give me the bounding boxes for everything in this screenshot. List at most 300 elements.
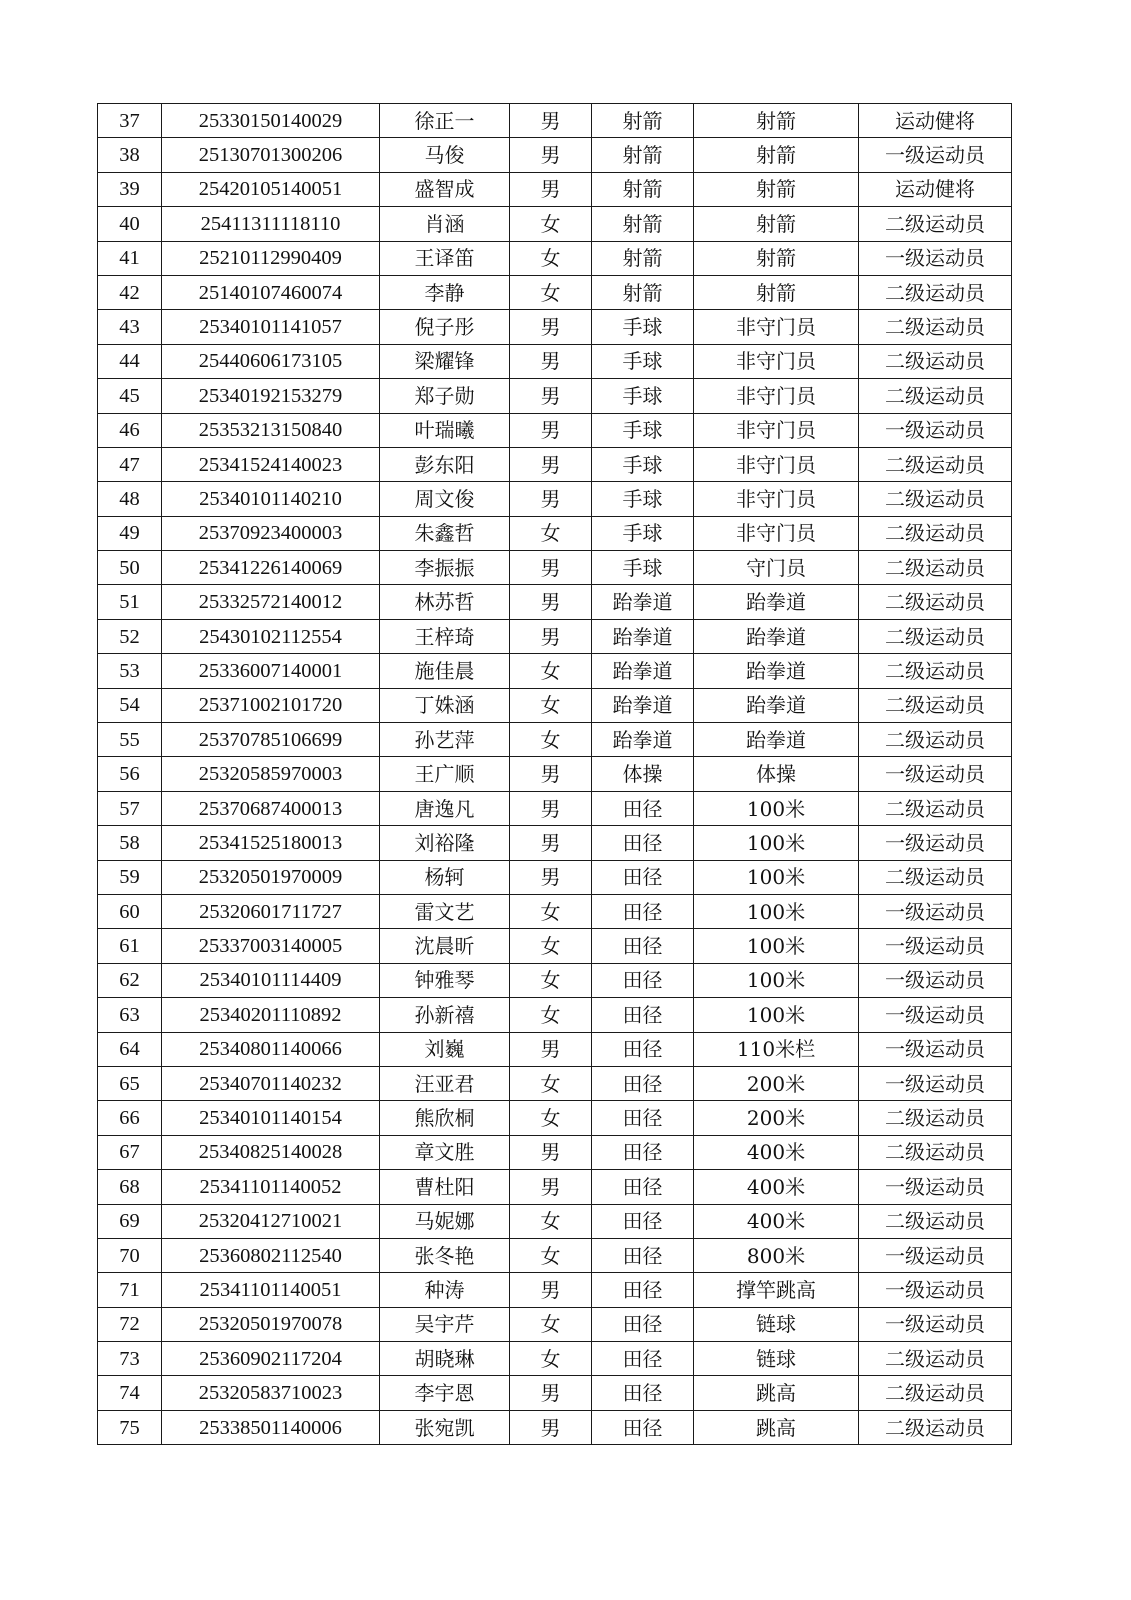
gender-cell: 女 bbox=[510, 275, 592, 309]
row-number-cell: 48 bbox=[98, 482, 162, 516]
table-row bbox=[98, 1101, 1012, 1135]
table-row bbox=[98, 1307, 1012, 1341]
athlete-name-cell: 孙艺萍 bbox=[380, 723, 510, 757]
candidate-id-cell: 25340201110892 bbox=[162, 998, 380, 1032]
row-number-cell: 51 bbox=[98, 585, 162, 619]
athlete-grade-cell: 二级运动员 bbox=[859, 688, 1012, 722]
table-row bbox=[98, 1135, 1012, 1169]
gender-cell: 女 bbox=[510, 688, 592, 722]
event-cell: 射箭 bbox=[694, 138, 859, 172]
table-row bbox=[98, 516, 1012, 550]
row-number-cell: 73 bbox=[98, 1342, 162, 1376]
row-number-cell: 69 bbox=[98, 1204, 162, 1238]
athlete-name-cell: 朱鑫哲 bbox=[380, 516, 510, 550]
event-cell: 跆拳道 bbox=[694, 654, 859, 688]
row-number-cell: 59 bbox=[98, 860, 162, 894]
athlete-grade-cell: 二级运动员 bbox=[859, 1376, 1012, 1410]
event-cell: 撑竿跳高 bbox=[694, 1273, 859, 1307]
athlete-grade-cell: 一级运动员 bbox=[859, 1273, 1012, 1307]
candidate-id-cell: 25320601711727 bbox=[162, 894, 380, 928]
table-row bbox=[98, 963, 1012, 997]
gender-cell: 女 bbox=[510, 894, 592, 928]
table-row bbox=[98, 826, 1012, 860]
candidate-id-cell: 25371002101720 bbox=[162, 688, 380, 722]
gender-cell: 女 bbox=[510, 516, 592, 550]
candidate-id-cell: 25320583710023 bbox=[162, 1376, 380, 1410]
event-cell: 100米 bbox=[694, 860, 859, 894]
event-cell: 非守门员 bbox=[694, 310, 859, 344]
gender-cell: 男 bbox=[510, 482, 592, 516]
sport-cell: 射箭 bbox=[592, 172, 694, 206]
row-number-cell: 45 bbox=[98, 379, 162, 413]
athlete-grade-cell: 一级运动员 bbox=[859, 826, 1012, 860]
table-row bbox=[98, 1376, 1012, 1410]
athlete-grade-cell: 二级运动员 bbox=[859, 275, 1012, 309]
candidate-id-cell: 25420105140051 bbox=[162, 172, 380, 206]
row-number-cell: 47 bbox=[98, 447, 162, 481]
athlete-name-cell: 郑子勋 bbox=[380, 379, 510, 413]
athlete-name-cell: 刘裕隆 bbox=[380, 826, 510, 860]
athlete-grade-cell: 运动健将 bbox=[859, 172, 1012, 206]
sport-cell: 射箭 bbox=[592, 207, 694, 241]
event-cell: 射箭 bbox=[694, 172, 859, 206]
athlete-name-cell: 王梓琦 bbox=[380, 619, 510, 653]
sport-cell: 田径 bbox=[592, 1342, 694, 1376]
candidate-id-cell: 25340701140232 bbox=[162, 1066, 380, 1100]
event-cell: 非守门员 bbox=[694, 482, 859, 516]
athlete-name-cell: 肖涵 bbox=[380, 207, 510, 241]
athlete-grade-cell: 二级运动员 bbox=[859, 860, 1012, 894]
gender-cell: 男 bbox=[510, 1135, 592, 1169]
candidate-id-cell: 25340192153279 bbox=[162, 379, 380, 413]
roster-body bbox=[98, 104, 1012, 1445]
sport-cell: 田径 bbox=[592, 1238, 694, 1272]
athlete-grade-cell: 二级运动员 bbox=[859, 654, 1012, 688]
candidate-id-cell: 25130701300206 bbox=[162, 138, 380, 172]
athlete-name-cell: 李宇恩 bbox=[380, 1376, 510, 1410]
athlete-name-cell: 彭东阳 bbox=[380, 447, 510, 481]
gender-cell: 女 bbox=[510, 929, 592, 963]
gender-cell: 女 bbox=[510, 1342, 592, 1376]
event-cell: 400米 bbox=[694, 1135, 859, 1169]
sport-cell: 跆拳道 bbox=[592, 585, 694, 619]
athlete-grade-cell: 一级运动员 bbox=[859, 1170, 1012, 1204]
athlete-name-cell: 李振振 bbox=[380, 551, 510, 585]
gender-cell: 女 bbox=[510, 1238, 592, 1272]
event-cell: 非守门员 bbox=[694, 379, 859, 413]
athlete-name-cell: 刘巍 bbox=[380, 1032, 510, 1066]
table-row bbox=[98, 344, 1012, 378]
event-cell: 射箭 bbox=[694, 241, 859, 275]
gender-cell: 男 bbox=[510, 413, 592, 447]
sport-cell: 手球 bbox=[592, 482, 694, 516]
athlete-name-cell: 丁姝涵 bbox=[380, 688, 510, 722]
row-number-cell: 60 bbox=[98, 894, 162, 928]
row-number-cell: 63 bbox=[98, 998, 162, 1032]
athlete-name-cell: 徐正一 bbox=[380, 104, 510, 138]
row-number-cell: 50 bbox=[98, 551, 162, 585]
candidate-id-cell: 25320501970009 bbox=[162, 860, 380, 894]
athlete-name-cell: 钟雅琴 bbox=[380, 963, 510, 997]
sport-cell: 田径 bbox=[592, 1273, 694, 1307]
gender-cell: 男 bbox=[510, 310, 592, 344]
row-number-cell: 53 bbox=[98, 654, 162, 688]
event-cell: 非守门员 bbox=[694, 516, 859, 550]
event-cell: 800米 bbox=[694, 1238, 859, 1272]
table-row bbox=[98, 138, 1012, 172]
event-cell: 100米 bbox=[694, 929, 859, 963]
athlete-grade-cell: 二级运动员 bbox=[859, 791, 1012, 825]
candidate-id-cell: 25340825140028 bbox=[162, 1135, 380, 1169]
athlete-grade-cell: 运动健将 bbox=[859, 104, 1012, 138]
candidate-id-cell: 25411311118110 bbox=[162, 207, 380, 241]
athlete-grade-cell: 一级运动员 bbox=[859, 757, 1012, 791]
table-row bbox=[98, 791, 1012, 825]
candidate-id-cell: 25341524140023 bbox=[162, 447, 380, 481]
athlete-grade-cell: 一级运动员 bbox=[859, 894, 1012, 928]
row-number-cell: 42 bbox=[98, 275, 162, 309]
athlete-grade-cell: 二级运动员 bbox=[859, 723, 1012, 757]
athlete-name-cell: 李静 bbox=[380, 275, 510, 309]
athlete-grade-cell: 二级运动员 bbox=[859, 1410, 1012, 1444]
row-number-cell: 58 bbox=[98, 826, 162, 860]
athlete-name-cell: 叶瑞曦 bbox=[380, 413, 510, 447]
sport-cell: 田径 bbox=[592, 963, 694, 997]
sport-cell: 手球 bbox=[592, 379, 694, 413]
table-row bbox=[98, 207, 1012, 241]
athlete-name-cell: 盛智成 bbox=[380, 172, 510, 206]
table-row bbox=[98, 1204, 1012, 1238]
table-row bbox=[98, 413, 1012, 447]
athlete-name-cell: 梁耀锋 bbox=[380, 344, 510, 378]
gender-cell: 男 bbox=[510, 104, 592, 138]
gender-cell: 男 bbox=[510, 1273, 592, 1307]
athlete-name-cell: 汪亚君 bbox=[380, 1066, 510, 1100]
gender-cell: 男 bbox=[510, 791, 592, 825]
row-number-cell: 71 bbox=[98, 1273, 162, 1307]
event-cell: 110米栏 bbox=[694, 1032, 859, 1066]
athlete-name-cell: 林苏哲 bbox=[380, 585, 510, 619]
candidate-id-cell: 25370687400013 bbox=[162, 791, 380, 825]
table-row bbox=[98, 379, 1012, 413]
gender-cell: 女 bbox=[510, 241, 592, 275]
event-cell: 跳高 bbox=[694, 1376, 859, 1410]
candidate-id-cell: 25336007140001 bbox=[162, 654, 380, 688]
table-row bbox=[98, 1066, 1012, 1100]
candidate-id-cell: 25341101140051 bbox=[162, 1273, 380, 1307]
gender-cell: 男 bbox=[510, 757, 592, 791]
candidate-id-cell: 25370923400003 bbox=[162, 516, 380, 550]
gender-cell: 女 bbox=[510, 723, 592, 757]
table-row bbox=[98, 275, 1012, 309]
event-cell: 链球 bbox=[694, 1342, 859, 1376]
event-cell: 跳高 bbox=[694, 1410, 859, 1444]
sport-cell: 体操 bbox=[592, 757, 694, 791]
sport-cell: 田径 bbox=[592, 1066, 694, 1100]
gender-cell: 男 bbox=[510, 585, 592, 619]
sport-cell: 田径 bbox=[592, 1170, 694, 1204]
athlete-name-cell: 吴宇芹 bbox=[380, 1307, 510, 1341]
event-cell: 射箭 bbox=[694, 275, 859, 309]
gender-cell: 男 bbox=[510, 379, 592, 413]
row-number-cell: 54 bbox=[98, 688, 162, 722]
gender-cell: 女 bbox=[510, 1101, 592, 1135]
athlete-grade-cell: 二级运动员 bbox=[859, 1135, 1012, 1169]
table-row bbox=[98, 585, 1012, 619]
row-number-cell: 74 bbox=[98, 1376, 162, 1410]
sport-cell: 田径 bbox=[592, 998, 694, 1032]
candidate-id-cell: 25353213150840 bbox=[162, 413, 380, 447]
athlete-name-cell: 马妮娜 bbox=[380, 1204, 510, 1238]
candidate-id-cell: 25340101140154 bbox=[162, 1101, 380, 1135]
candidate-id-cell: 25337003140005 bbox=[162, 929, 380, 963]
event-cell: 非守门员 bbox=[694, 344, 859, 378]
table-row bbox=[98, 482, 1012, 516]
event-cell: 射箭 bbox=[694, 104, 859, 138]
gender-cell: 男 bbox=[510, 826, 592, 860]
sport-cell: 田径 bbox=[592, 1410, 694, 1444]
row-number-cell: 52 bbox=[98, 619, 162, 653]
gender-cell: 女 bbox=[510, 998, 592, 1032]
candidate-id-cell: 25320585970003 bbox=[162, 757, 380, 791]
table-row bbox=[98, 310, 1012, 344]
athlete-grade-cell: 一级运动员 bbox=[859, 138, 1012, 172]
sport-cell: 田径 bbox=[592, 1307, 694, 1341]
table-row bbox=[98, 894, 1012, 928]
candidate-id-cell: 25320412710021 bbox=[162, 1204, 380, 1238]
sport-cell: 跆拳道 bbox=[592, 688, 694, 722]
table-row bbox=[98, 1238, 1012, 1272]
athlete-grade-cell: 二级运动员 bbox=[859, 1342, 1012, 1376]
table-row bbox=[98, 860, 1012, 894]
candidate-id-cell: 25330150140029 bbox=[162, 104, 380, 138]
candidate-id-cell: 25320501970078 bbox=[162, 1307, 380, 1341]
athlete-grade-cell: 二级运动员 bbox=[859, 344, 1012, 378]
row-number-cell: 44 bbox=[98, 344, 162, 378]
event-cell: 100米 bbox=[694, 963, 859, 997]
candidate-id-cell: 25370785106699 bbox=[162, 723, 380, 757]
sport-cell: 射箭 bbox=[592, 138, 694, 172]
event-cell: 跆拳道 bbox=[694, 688, 859, 722]
table-row bbox=[98, 1032, 1012, 1066]
table-row bbox=[98, 723, 1012, 757]
athlete-grade-cell: 二级运动员 bbox=[859, 310, 1012, 344]
row-number-cell: 57 bbox=[98, 791, 162, 825]
athlete-grade-cell: 二级运动员 bbox=[859, 1101, 1012, 1135]
athlete-grade-cell: 二级运动员 bbox=[859, 379, 1012, 413]
athlete-grade-cell: 二级运动员 bbox=[859, 482, 1012, 516]
athlete-grade-cell: 一级运动员 bbox=[859, 929, 1012, 963]
athlete-name-cell: 雷文艺 bbox=[380, 894, 510, 928]
athlete-grade-cell: 一级运动员 bbox=[859, 1307, 1012, 1341]
candidate-id-cell: 25340101114409 bbox=[162, 963, 380, 997]
sport-cell: 田径 bbox=[592, 1032, 694, 1066]
athlete-grade-cell: 一级运动员 bbox=[859, 1238, 1012, 1272]
row-number-cell: 55 bbox=[98, 723, 162, 757]
event-cell: 100米 bbox=[694, 791, 859, 825]
athlete-name-cell: 沈晨昕 bbox=[380, 929, 510, 963]
event-cell: 守门员 bbox=[694, 551, 859, 585]
sport-cell: 田径 bbox=[592, 929, 694, 963]
row-number-cell: 39 bbox=[98, 172, 162, 206]
athlete-grade-cell: 一级运动员 bbox=[859, 413, 1012, 447]
gender-cell: 女 bbox=[510, 1204, 592, 1238]
row-number-cell: 64 bbox=[98, 1032, 162, 1066]
gender-cell: 男 bbox=[510, 344, 592, 378]
candidate-id-cell: 25340101141057 bbox=[162, 310, 380, 344]
athlete-grade-cell: 一级运动员 bbox=[859, 998, 1012, 1032]
row-number-cell: 43 bbox=[98, 310, 162, 344]
table-row bbox=[98, 1342, 1012, 1376]
sport-cell: 田径 bbox=[592, 1376, 694, 1410]
table-row bbox=[98, 447, 1012, 481]
sport-cell: 跆拳道 bbox=[592, 723, 694, 757]
gender-cell: 男 bbox=[510, 1032, 592, 1066]
athlete-grade-cell: 二级运动员 bbox=[859, 551, 1012, 585]
athlete-name-cell: 施佳晨 bbox=[380, 654, 510, 688]
row-number-cell: 66 bbox=[98, 1101, 162, 1135]
table-row bbox=[98, 1170, 1012, 1204]
athlete-name-cell: 种涛 bbox=[380, 1273, 510, 1307]
gender-cell: 女 bbox=[510, 1307, 592, 1341]
event-cell: 100米 bbox=[694, 826, 859, 860]
table-row bbox=[98, 929, 1012, 963]
athlete-name-cell: 王广顺 bbox=[380, 757, 510, 791]
gender-cell: 女 bbox=[510, 963, 592, 997]
candidate-id-cell: 25332572140012 bbox=[162, 585, 380, 619]
sport-cell: 田径 bbox=[592, 860, 694, 894]
event-cell: 链球 bbox=[694, 1307, 859, 1341]
event-cell: 非守门员 bbox=[694, 413, 859, 447]
athlete-name-cell: 周文俊 bbox=[380, 482, 510, 516]
row-number-cell: 68 bbox=[98, 1170, 162, 1204]
athlete-grade-cell: 一级运动员 bbox=[859, 1066, 1012, 1100]
athlete-name-cell: 王译笛 bbox=[380, 241, 510, 275]
table-row bbox=[98, 688, 1012, 722]
candidate-id-cell: 25340801140066 bbox=[162, 1032, 380, 1066]
row-number-cell: 72 bbox=[98, 1307, 162, 1341]
sport-cell: 射箭 bbox=[592, 241, 694, 275]
event-cell: 非守门员 bbox=[694, 447, 859, 481]
athlete-grade-cell: 二级运动员 bbox=[859, 585, 1012, 619]
athlete-grade-cell: 二级运动员 bbox=[859, 516, 1012, 550]
gender-cell: 女 bbox=[510, 1066, 592, 1100]
athlete-grade-cell: 一级运动员 bbox=[859, 1032, 1012, 1066]
row-number-cell: 49 bbox=[98, 516, 162, 550]
sport-cell: 手球 bbox=[592, 344, 694, 378]
candidate-id-cell: 25360802112540 bbox=[162, 1238, 380, 1272]
sport-cell: 田径 bbox=[592, 1135, 694, 1169]
candidate-id-cell: 25341226140069 bbox=[162, 551, 380, 585]
table-row bbox=[98, 757, 1012, 791]
athlete-name-cell: 张宛凯 bbox=[380, 1410, 510, 1444]
athlete-grade-cell: 一级运动员 bbox=[859, 241, 1012, 275]
sport-cell: 射箭 bbox=[592, 275, 694, 309]
athlete-name-cell: 熊欣桐 bbox=[380, 1101, 510, 1135]
sport-cell: 田径 bbox=[592, 894, 694, 928]
row-number-cell: 40 bbox=[98, 207, 162, 241]
candidate-id-cell: 25338501140006 bbox=[162, 1410, 380, 1444]
athlete-name-cell: 胡晓琳 bbox=[380, 1342, 510, 1376]
sport-cell: 田径 bbox=[592, 1101, 694, 1135]
row-number-cell: 70 bbox=[98, 1238, 162, 1272]
sport-cell: 田径 bbox=[592, 791, 694, 825]
event-cell: 400米 bbox=[694, 1204, 859, 1238]
sport-cell: 田径 bbox=[592, 1204, 694, 1238]
gender-cell: 男 bbox=[510, 1376, 592, 1410]
candidate-id-cell: 25340101140210 bbox=[162, 482, 380, 516]
table-row bbox=[98, 172, 1012, 206]
athlete-roster-table bbox=[97, 103, 1012, 1445]
gender-cell: 男 bbox=[510, 447, 592, 481]
candidate-id-cell: 25341525180013 bbox=[162, 826, 380, 860]
sport-cell: 手球 bbox=[592, 413, 694, 447]
gender-cell: 女 bbox=[510, 654, 592, 688]
row-number-cell: 62 bbox=[98, 963, 162, 997]
table-row bbox=[98, 619, 1012, 653]
gender-cell: 男 bbox=[510, 619, 592, 653]
athlete-grade-cell: 一级运动员 bbox=[859, 963, 1012, 997]
athlete-name-cell: 曹杜阳 bbox=[380, 1170, 510, 1204]
event-cell: 100米 bbox=[694, 894, 859, 928]
table-row bbox=[98, 1410, 1012, 1444]
event-cell: 射箭 bbox=[694, 207, 859, 241]
table-row bbox=[98, 241, 1012, 275]
athlete-name-cell: 张冬艳 bbox=[380, 1238, 510, 1272]
row-number-cell: 61 bbox=[98, 929, 162, 963]
athlete-grade-cell: 二级运动员 bbox=[859, 447, 1012, 481]
sport-cell: 跆拳道 bbox=[592, 619, 694, 653]
row-number-cell: 46 bbox=[98, 413, 162, 447]
sport-cell: 手球 bbox=[592, 516, 694, 550]
candidate-id-cell: 25341101140052 bbox=[162, 1170, 380, 1204]
athlete-name-cell: 马俊 bbox=[380, 138, 510, 172]
sport-cell: 射箭 bbox=[592, 104, 694, 138]
table-row bbox=[98, 654, 1012, 688]
gender-cell: 男 bbox=[510, 1170, 592, 1204]
athlete-name-cell: 杨轲 bbox=[380, 860, 510, 894]
athlete-name-cell: 孙新禧 bbox=[380, 998, 510, 1032]
athlete-grade-cell: 二级运动员 bbox=[859, 1204, 1012, 1238]
athlete-name-cell: 唐逸凡 bbox=[380, 791, 510, 825]
event-cell: 200米 bbox=[694, 1066, 859, 1100]
row-number-cell: 56 bbox=[98, 757, 162, 791]
event-cell: 100米 bbox=[694, 998, 859, 1032]
candidate-id-cell: 25430102112554 bbox=[162, 619, 380, 653]
table-row bbox=[98, 998, 1012, 1032]
table-row bbox=[98, 551, 1012, 585]
candidate-id-cell: 25140107460074 bbox=[162, 275, 380, 309]
sport-cell: 田径 bbox=[592, 826, 694, 860]
gender-cell: 男 bbox=[510, 1410, 592, 1444]
table-row bbox=[98, 104, 1012, 138]
sport-cell: 手球 bbox=[592, 447, 694, 481]
event-cell: 跆拳道 bbox=[694, 619, 859, 653]
event-cell: 体操 bbox=[694, 757, 859, 791]
candidate-id-cell: 25210112990409 bbox=[162, 241, 380, 275]
gender-cell: 男 bbox=[510, 860, 592, 894]
event-cell: 200米 bbox=[694, 1101, 859, 1135]
gender-cell: 男 bbox=[510, 172, 592, 206]
event-cell: 跆拳道 bbox=[694, 723, 859, 757]
row-number-cell: 41 bbox=[98, 241, 162, 275]
gender-cell: 男 bbox=[510, 138, 592, 172]
row-number-cell: 65 bbox=[98, 1066, 162, 1100]
athlete-name-cell: 章文胜 bbox=[380, 1135, 510, 1169]
row-number-cell: 38 bbox=[98, 138, 162, 172]
candidate-id-cell: 25440606173105 bbox=[162, 344, 380, 378]
athlete-grade-cell: 二级运动员 bbox=[859, 207, 1012, 241]
